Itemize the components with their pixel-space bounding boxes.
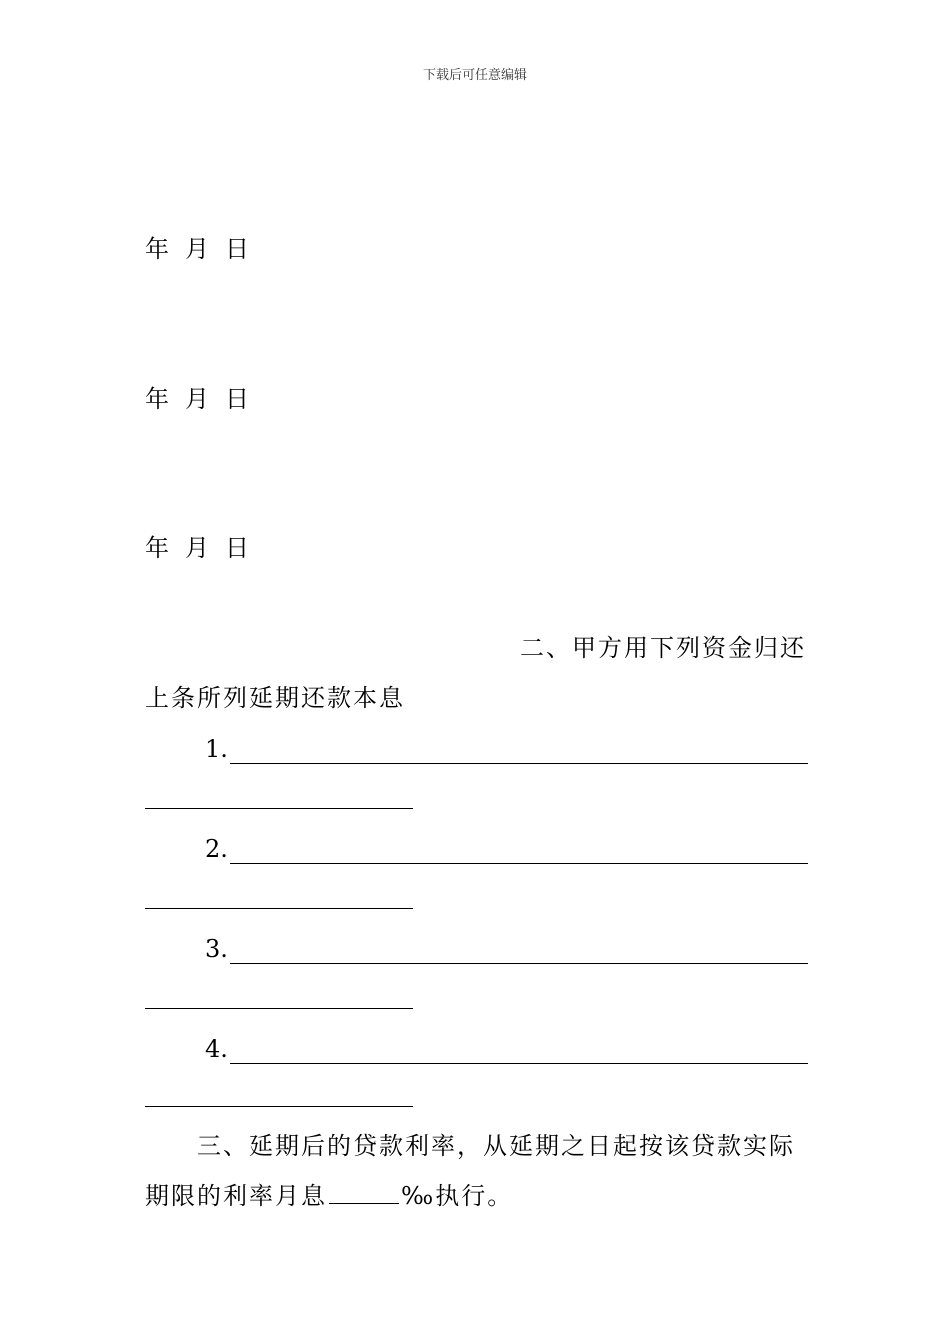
section-3-line-1: 三、延期后的贷款利率，从延期之日起按该贷款实际: [197, 1132, 795, 1160]
rate-blank: [329, 1183, 399, 1204]
blank-field-continuation: [145, 808, 413, 809]
fill-item-1: [205, 734, 808, 764]
fill-item-2: [205, 834, 808, 864]
section-2-heading: 二、甲方用下列资金归还: [520, 634, 806, 662]
date-month: 月: [185, 385, 211, 413]
date-day: 日: [225, 385, 251, 413]
section-2-continuation: 上条所列延期还款本息: [145, 684, 405, 712]
item-number: 2.: [205, 835, 228, 863]
item-number: 1.: [205, 735, 228, 763]
blank-field: [230, 739, 808, 764]
fill-item-3: [205, 934, 808, 964]
fill-item-4: [205, 1034, 808, 1064]
date-year: 年: [145, 534, 171, 562]
section-3-line-2: [145, 1181, 513, 1211]
blank-field-continuation: [145, 1008, 413, 1009]
date-year: 年: [145, 385, 171, 413]
blank-field-continuation: [145, 1106, 413, 1107]
date-month: 月: [185, 534, 211, 562]
date-year: 年: [145, 235, 171, 263]
item-number: 4.: [205, 1035, 228, 1063]
rate-label: 期限的利率月息: [145, 1182, 327, 1210]
rate-suffix: ‰执行。: [401, 1182, 514, 1210]
item-number: 3.: [205, 935, 228, 963]
date-line-2: [145, 384, 265, 414]
date-day: 日: [225, 534, 251, 562]
date-month: 月: [185, 235, 211, 263]
date-day: 日: [225, 235, 251, 263]
date-line-1: [145, 234, 265, 264]
blank-field: [230, 1039, 808, 1064]
blank-field: [230, 939, 808, 964]
blank-field: [230, 839, 808, 864]
date-line-3: [145, 533, 265, 563]
blank-field-continuation: [145, 908, 413, 909]
page-header: 下载后可任意编辑: [422, 68, 527, 83]
